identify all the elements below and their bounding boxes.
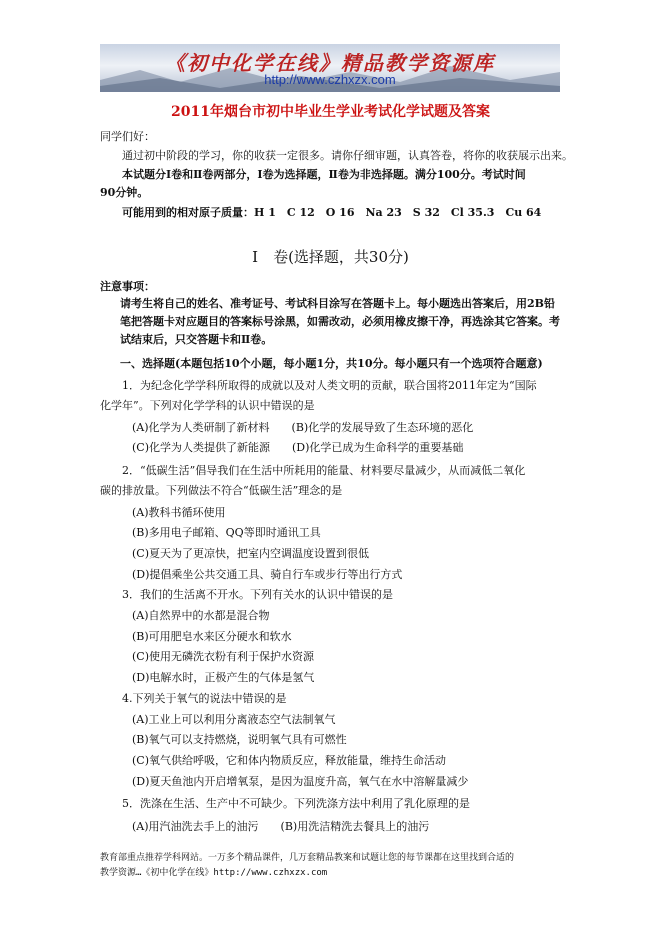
- notes-line: 请考生将自己的姓名、准考证号、考试科目涂写在答题卡上。每小题选出答案后，用2B铅: [120, 297, 555, 310]
- question-2-option-d: (D)提倡乘坐公共交通工具、骑自行车或步行等出行方式: [132, 568, 403, 581]
- question-3-option-c: (C)使用无磷洗衣粉有利于保护水资源: [132, 650, 314, 663]
- question-3-option-b: (B)可用肥皂水来区分硬水和软水: [132, 630, 292, 643]
- notes-line: 试结束后，只交答题卡和Ⅱ卷。: [120, 333, 273, 346]
- question-3-option-d: (D)电解水时，正极产生的气体是氢气: [132, 671, 315, 684]
- question-2-stem: 碳的排放量。下列做法不符合“低碳生活”理念的是: [100, 484, 343, 497]
- question-4-option-a: (A)工业上可以利用分离液态空气法制氧气: [132, 713, 336, 726]
- banner-url[interactable]: http://www.czhxzx.com: [264, 72, 396, 87]
- banner-title: 《初中化学在线》精品教学资源库: [165, 51, 495, 75]
- question-4-stem: 4.下列关于氧气的说法中错误的是: [122, 692, 287, 705]
- question-1-options: (C)化学为人类提供了新能源 (D)化学已成为生命科学的重要基础: [132, 441, 464, 454]
- document-title: 2011年烟台市初中毕业生学业考试化学试题及答案: [171, 104, 490, 120]
- footer-line: 教育部重点推荐学科网站。一万多个精品课件，几万套精品教案和试题让您的每节课都在这里找到合适的: [100, 853, 515, 863]
- question-5-options: (A)用汽油洗去手上的油污 (B)用洗洁精洗去餐具上的油污: [132, 820, 430, 833]
- question-1-options: (A)化学为人类研制了新材料 (B)化学的发展导致了生态环境的恶化: [132, 421, 474, 434]
- notes-line: 笔把答题卡对应题目的答案标号涂黑，如需改动，必须用橡皮擦干净，再选涂其它答案。考: [120, 315, 560, 328]
- question-2-option-a: (A)教科书循环使用: [132, 506, 226, 519]
- intro-line: 90分钟。: [100, 186, 149, 199]
- part-heading: 一、选择题(本题包括10个小题，每小题1分，共10分。每小题只有一个选项符合题意): [120, 357, 543, 370]
- footer-line: 教学资源…《初中化学在线》http://www.czhxzx.com: [100, 868, 328, 878]
- intro-line: 通过初中阶段的学习，你的收获一定很多。请你仔细审题，认真答卷，将你的收获展示出来。: [122, 149, 573, 162]
- question-3-option-a: (A)自然界中的水都是混合物: [132, 609, 270, 622]
- question-2-option-b: (B)多用电子邮箱、QQ等即时通讯工具: [132, 526, 321, 539]
- notes-heading: 注意事项：: [100, 280, 155, 293]
- question-4-option-c: (C)氧气供给呼吸，它和体内物质反应，释放能量，维持生命活动: [132, 754, 446, 767]
- question-4-option-d: (D)夏天鱼池内开启增氧泵，是因为温度升高，氧气在水中溶解量减少: [132, 775, 469, 788]
- question-2-option-c: (C)夏天为了更凉快，把室内空调温度设置到很低: [132, 547, 369, 560]
- atomic-mass-line: 可能用到的相对原子质量：H 1 C 12 O 16 Na 23 S 32 Cl 35.3 Cu 64: [122, 206, 542, 219]
- question-3-stem: 3．我们的生活离不开水。下列有关水的认识中错误的是: [122, 588, 393, 601]
- intro-line: 本试题分Ⅰ卷和Ⅱ卷两部分，Ⅰ卷为选择题，Ⅱ卷为非选择题。满分100分。考试时间: [122, 168, 526, 181]
- section-title: Ⅰ 卷(选择题，共30分): [252, 248, 409, 266]
- question-5-stem: 5．洗涤在生活、生产中不可缺少。下列洗涤方法中利用了乳化原理的是: [122, 797, 470, 810]
- footer-note: [100, 851, 570, 881]
- question-1-stem: 1．为纪念化学学科所取得的成就以及对人类文明的贡献，联合国将2011年定为“国际: [122, 379, 537, 392]
- question-2-stem: 2．“低碳生活”倡导我们在生活中所耗用的能量、材料要尽量减少，从而减低二氧化: [122, 464, 526, 477]
- question-4-option-b: (B)氧气可以支持燃烧，说明氧气具有可燃性: [132, 733, 347, 746]
- header-banner: [100, 44, 560, 92]
- greeting: 同学们好：: [100, 130, 155, 143]
- question-1-stem: 化学年”。下列对化学学科的认识中错误的是: [100, 399, 315, 412]
